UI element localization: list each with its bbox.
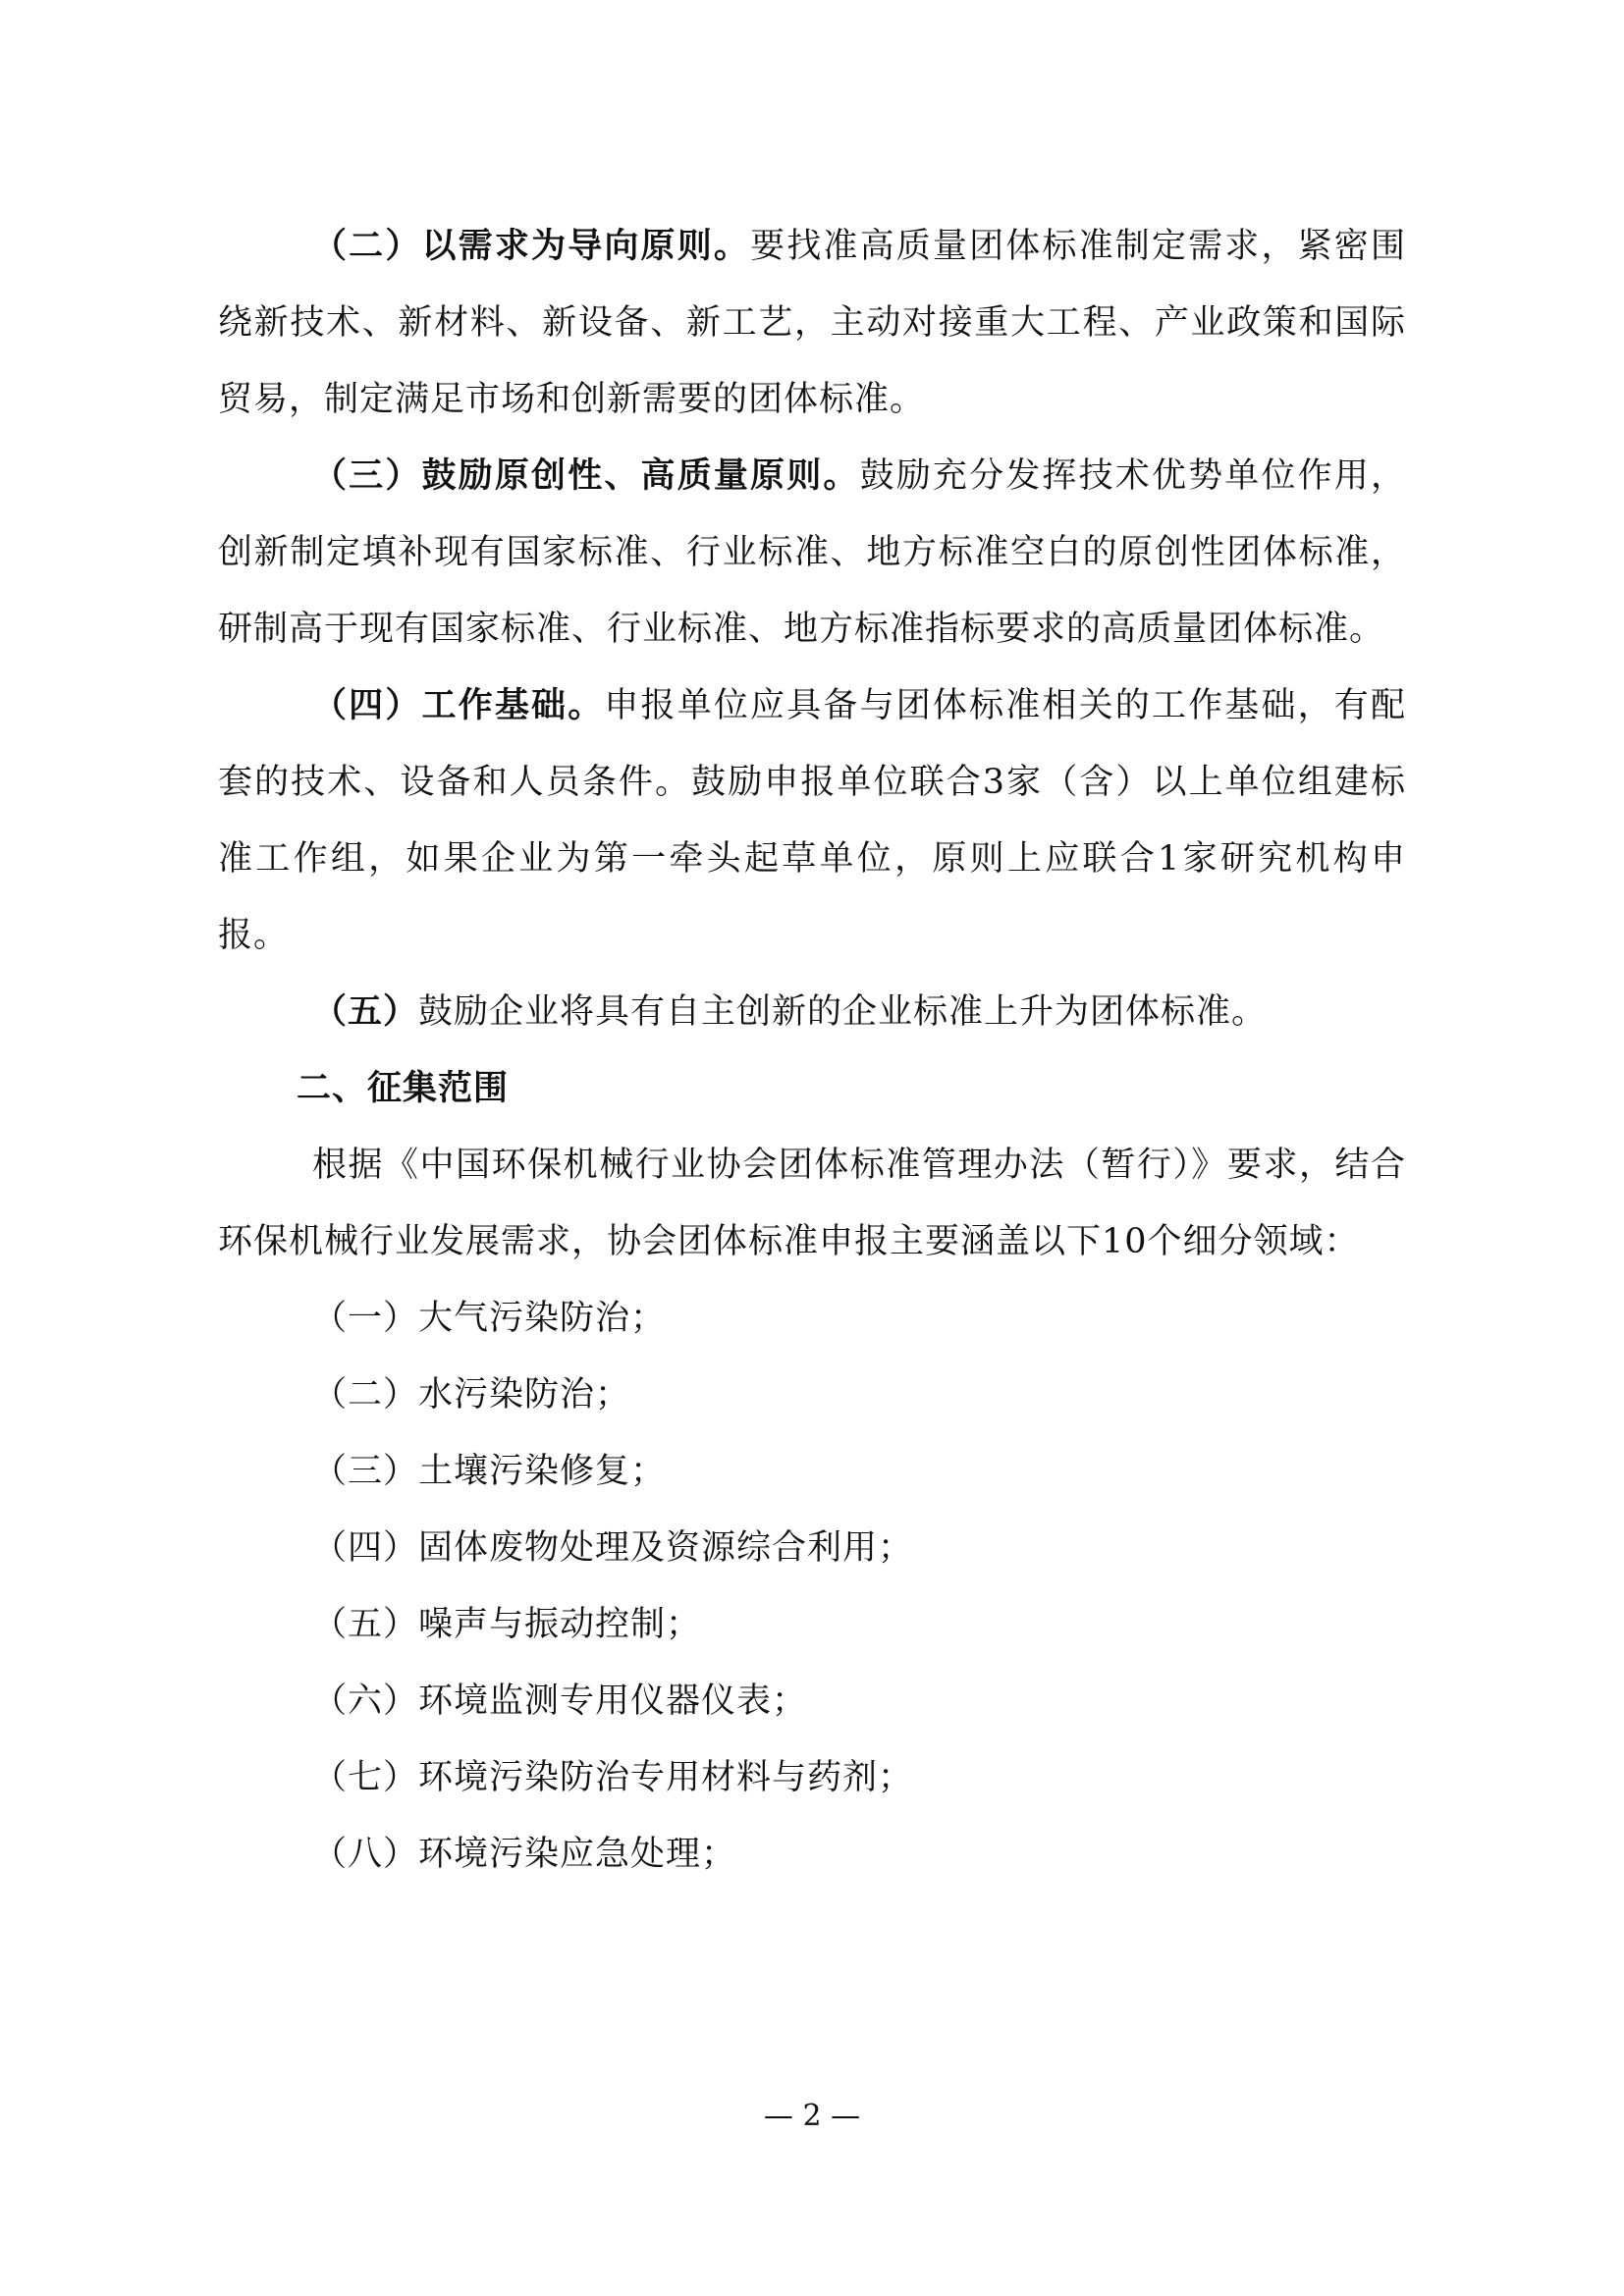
page-content: [218, 208, 1406, 1893]
paragraph-principle-3: [218, 438, 1406, 667]
page-number: — 2 —: [763, 2099, 861, 2133]
paragraph-lead: （四）工作基础。: [312, 686, 605, 725]
list-item: （七）环境污染防治专用材料与药剂；: [312, 1758, 914, 1797]
list-item: （六）环境监测专用仪器仪表；: [312, 1682, 808, 1721]
list-item: （五）噪声与振动控制；: [312, 1605, 702, 1644]
paragraph-body: 申报单位应具备与团体标准相关的工作基础，有配套的技术、设备和人员条件。鼓励申报单位联合3家（含）以上单位组建标准工作组，如果企业为第一牵头起草单位，原则上应联合1家研究机构申报。: [218, 686, 1406, 955]
list-item: （八）环境污染应急处理；: [312, 1835, 737, 1874]
paragraph-principle-5: [218, 974, 1406, 1050]
paragraph-body: 要找准高质量团体标准制定需求，紧密围绕新技术、新材料、新设备、新工艺，主动对接重大工程、产业政策和国际贸易，制定满足市场和创新需要的团体标准。: [218, 227, 1406, 419]
paragraph-lead: （五）: [312, 992, 419, 1032]
list-item: （二）水污染防治；: [312, 1375, 631, 1415]
paragraph-lead: （二）以需求为导向原则。: [312, 227, 751, 266]
paragraph-lead: （三）鼓励原创性、高质量原则。: [312, 456, 860, 496]
list-item: （三）土壤污染修复；: [312, 1452, 667, 1491]
paragraph-body: 鼓励企业将具有自主创新的企业标准上升为团体标准。: [418, 992, 1268, 1032]
scope-list: [218, 1280, 1406, 1893]
section-heading: 二、征集范围: [297, 1069, 510, 1108]
paragraph-principle-4: [218, 667, 1406, 974]
paragraph-body: 鼓励充分发挥技术优势单位作用，创新制定填补现有国家标准、行业标准、地方标准空白的原创性团体标准，研制高于现有国家标准、行业标准、地方标准指标要求的高质量团体标准。: [218, 456, 1406, 649]
list-item: （一）大气污染防治；: [312, 1299, 667, 1338]
paragraph-principle-2: [218, 208, 1406, 438]
list-item: （四）固体废物处理及资源综合利用；: [312, 1528, 914, 1568]
section-intro: 根据《中国环保机械行业协会团体标准管理办法（暂行）》要求，结合环保机械行业发展需求，协会团体标准申报主要涵盖以下10个细分领域：: [218, 1146, 1406, 1261]
